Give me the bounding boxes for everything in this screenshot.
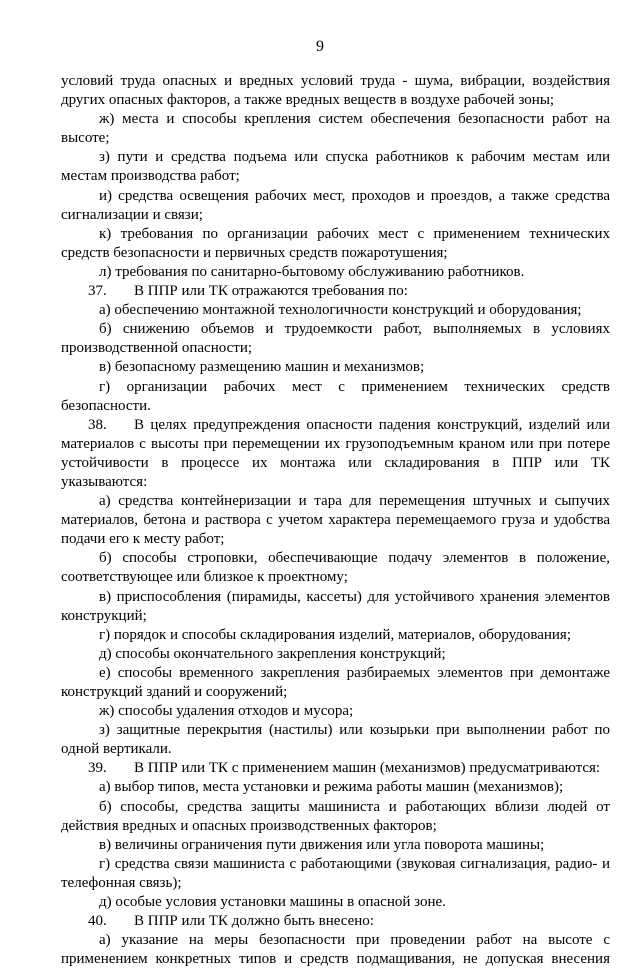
paragraph-text: В целях предупреждения опасности падения конструкций, изделий или материалов с высоты при перемещении их грузоподъемным краном или при потере устойчивости в процессе их монтажа или складирования в ППР или ТК указываются: <box>61 416 610 490</box>
list-item: л) требования по санитарно-бытовому обслуживанию работников. <box>99 263 525 280</box>
paragraph-number: 38. <box>88 416 107 433</box>
list-item: в) приспособления (пирамиды, кассеты) для устойчивого хранения элементов конструкций; <box>61 588 610 624</box>
numbered-paragraph <box>61 912 610 931</box>
numbered-paragraph <box>61 759 610 778</box>
list-item: з) защитные перекрытия (настилы) или козырьки при выполнении работ по одной вертикали. <box>61 722 610 758</box>
list-item: г) порядок и способы складирования изделий, материалов, оборудования; <box>99 626 571 643</box>
page-number: 9 <box>316 38 324 55</box>
list-item: г) организации рабочих мест с применением технических средств безопасности. <box>61 378 610 414</box>
numbered-paragraph <box>61 282 610 301</box>
paragraph-number: 37. <box>88 283 107 300</box>
paragraph-text: В ППР или ТК должно быть внесено: <box>134 913 374 930</box>
list-item: б) снижению объемов и трудоемкости работ, выполняемых в условиях производственной опасности; <box>61 321 610 357</box>
list-item: и) средства освещения рабочих мест, проходов и проездов, а также средства сигнализации и связи; <box>61 187 610 223</box>
list-item: д) особые условия установки машины в опасной зоне. <box>99 894 446 911</box>
list-item: ж) места и способы крепления систем обеспечения безопасности работ на высоте; <box>61 111 610 147</box>
list-item: к) требования по организации рабочих мест с применением технических средств безопасности и первичных средств пожаротушения; <box>61 225 610 261</box>
paragraph-number: 40. <box>88 913 107 930</box>
paragraph-text: В ППР или ТК с применением машин (механизмов) предусматриваются: <box>134 760 601 777</box>
list-item: б) способы строповки, обеспечивающие подачу элементов в положение, соответствующее или близкое к проектному; <box>61 550 610 586</box>
list-item: е) способы временного закрепления разбираемых элементов при демонтаже конструкций зданий и сооружений; <box>61 664 610 700</box>
list-item: в) безопасному размещению машин и механизмов; <box>99 359 425 376</box>
list-item: г) средства связи машиниста с работающими (звуковая сигнализация, радио- и телефонная связь); <box>61 855 610 891</box>
list-item: а) выбор типов, места установки и режима работы машин (механизмов); <box>99 779 564 796</box>
list-item: в) величины ограничения пути движения или угла поворота машины; <box>99 836 545 853</box>
list-item: б) способы, средства защиты машиниста и работающих вблизи людей от действия вредных и опасных производственных факторов; <box>61 798 610 834</box>
list-item: д) способы окончательного закрепления конструкций; <box>99 645 446 662</box>
numbered-paragraph <box>61 416 610 492</box>
list-item: а) средства контейнеризации и тара для перемещения штучных и сыпучих материалов, бетона и раствора с учетом характера перемещаемого груза и удобства подачи его к месту работ; <box>61 493 610 548</box>
paragraph-number: 39. <box>88 760 107 777</box>
list-item: ж) способы удаления отходов и мусора; <box>99 703 354 720</box>
list-item: а) обеспечению монтажной технологичности конструкций и оборудования; <box>99 302 582 319</box>
list-item: з) пути и средства подъема или спуска работников к рабочим местам или местам производства работ; <box>61 149 610 185</box>
list-item: а) указание на меры безопасности при проведении работ на высоте с применением конкретных типов и средств подмащивания, не допуская внесения <box>61 932 610 968</box>
paragraph: условий труда опасных и вредных условий труда - шума, вибрации, воздействия других опасных факторов, а также вредных веществ в воздухе рабочей зоны; <box>61 73 610 109</box>
paragraph-text: В ППР или ТК отражаются требования по: <box>134 283 408 300</box>
document-body <box>61 72 610 969</box>
